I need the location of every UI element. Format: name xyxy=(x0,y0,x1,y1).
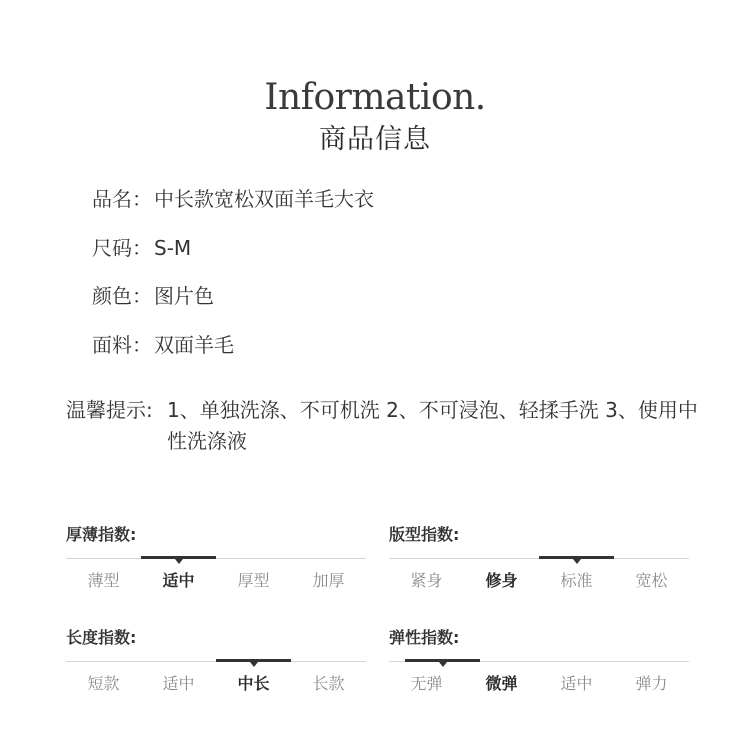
scale-option-selected: 修身 xyxy=(485,571,518,590)
scale-option: 无弹 xyxy=(410,674,443,693)
info-row-size xyxy=(92,234,191,262)
scale-track xyxy=(66,558,366,559)
scale-title: 长度指数: xyxy=(66,628,137,647)
info-label: 尺码 xyxy=(92,236,132,260)
scale-title: 弹性指数: xyxy=(389,628,460,647)
scale-title: 版型指数: xyxy=(389,525,460,544)
scale-title: 厚薄指数: xyxy=(66,525,137,544)
scale-option: 适中 xyxy=(162,674,195,693)
scale-option: 长款 xyxy=(312,674,345,693)
care-note-text: 1、单独洗涤、不可机洗 2、不可浸泡、轻揉手洗 3、使用中性洗涤液 xyxy=(167,398,698,453)
scale-selected-marker xyxy=(216,659,291,662)
info-row-color xyxy=(92,282,214,310)
heading-en: Information. xyxy=(264,77,486,118)
scale-option-selected: 微弹 xyxy=(485,674,518,693)
scale-option: 薄型 xyxy=(87,571,120,590)
scale-option: 紧身 xyxy=(410,571,443,590)
scale-selected-marker xyxy=(539,556,614,559)
scale-option: 厚型 xyxy=(237,571,270,590)
info-label: 颜色 xyxy=(92,284,132,308)
info-row-name xyxy=(92,185,374,213)
info-separator: ： xyxy=(132,187,152,211)
scale-selected-marker xyxy=(405,659,480,662)
info-separator: ： xyxy=(132,236,152,260)
scale-option: 加厚 xyxy=(312,571,345,590)
scale-option: 短款 xyxy=(87,674,120,693)
info-label: 品名 xyxy=(92,187,132,211)
info-value: 双面羊毛 xyxy=(154,333,234,357)
info-separator: ： xyxy=(132,284,152,308)
info-value: S-M xyxy=(154,236,192,260)
scale-selected-marker xyxy=(141,556,216,559)
info-separator: ： xyxy=(132,333,152,357)
scale-option: 适中 xyxy=(560,674,593,693)
info-value: 图片色 xyxy=(154,284,214,308)
scale-option: 标准 xyxy=(560,571,593,590)
info-row-fabric xyxy=(92,331,234,359)
heading-cn: 商品信息 xyxy=(319,124,431,155)
scale-option: 弹力 xyxy=(635,674,668,693)
info-value: 中长款宽松双面羊毛大衣 xyxy=(154,187,374,211)
info-label: 面料 xyxy=(92,333,132,357)
scale-option-selected: 中长 xyxy=(237,674,270,693)
care-note-label: 温馨提示: xyxy=(66,398,153,422)
scale-option-selected: 适中 xyxy=(162,571,195,590)
scale-option: 宽松 xyxy=(635,571,668,590)
